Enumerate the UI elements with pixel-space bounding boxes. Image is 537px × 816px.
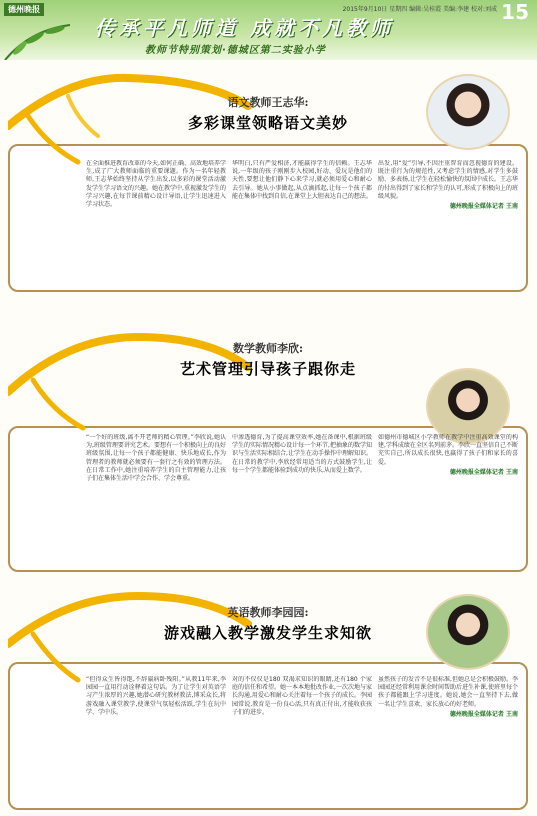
page-subheadline: 教师节特别策划·德城区第二实验小学	[145, 45, 326, 56]
byline: 德州晚报全媒体记者 王南	[449, 203, 518, 211]
article-text: 出发,用“爱”引导,不因注重智育而忽视德育的建设。既注重行为的规范性,又考虑学生的情感,对学生多鼓励、多表扬,让学生在轻松愉快的氛围中成长。王志华的付出得到了家长和学生的认可,形成了积极向上的班级风貌。	[378, 160, 518, 200]
section-title: 多彩课堂领略语文美妙	[187, 114, 348, 132]
article-column: 华明白,只有严爱相济,才能赢得学生的信赖。王志华说,一年级的孩子刚刚步入校园,好动、爱玩是他们的天性,要想让他们静下心来学习,就必须用爱心和耐心去引导。她从小事做起,从点滴抓起,让每一个孩子都能在集体中找到自信,在课堂上大胆表达自己的想法。	[232, 160, 372, 200]
section-kicker: 数学教师李欣:	[232, 342, 304, 355]
article-column: 对的不仅仅是180 双渴求知识的眼睛,还有180 个家庭的信任和希望。她一本本地批改作业,一次次地与家长沟通,用爱心和耐心关注着每一个孩子的成长。李园园常说,教育是一份良心活,只有真正付出,才能收获孩子们的进步。	[232, 676, 372, 716]
section-wang-zhihua	[8, 66, 528, 292]
newspaper-logo: 德州晚报	[4, 3, 44, 16]
article-column	[378, 676, 518, 804]
article-column: 中渗透德育,为了提高课堂效率,她在备课中,根据班级学生的实际情况精心设计每一个环节,把抽象的数学知识与生活实际相结合,让学生在动手操作中理解知识。在日常的教学中,李欣经常用适当的方式鼓励学生,让每一个学生都能体验到成功的快乐,从而爱上数学。	[232, 434, 372, 474]
dateline: 2015年9月10日 星期四 编辑:吴桂霞 美编:李建 校对:刘成	[342, 6, 497, 13]
section-li-xin	[8, 322, 528, 572]
masthead	[0, 0, 537, 60]
section-title: 游戏融入教学激发学生求知欲	[163, 624, 372, 642]
teacher-photo	[426, 594, 510, 670]
teacher-photo	[426, 368, 510, 444]
section-kicker: 语文教师王志华:	[227, 96, 309, 109]
article-column	[378, 160, 518, 288]
byline: 德州晚报全媒体记者 王南	[449, 468, 518, 476]
article-column: 在全面推进教育改革的今天,如何正确、高效地培养学生,成了广大教师面临的重要课题。作为一名年轻教师,王志华始终坚持从学生出发,以多彩的课堂活动激发学生学习语文的兴趣。她在教学中,重视激发学生的学习兴趣,在每节课前精心设计导语,让学生迅速进入学习状态。	[86, 160, 226, 209]
article-text: 如德州市德城区小学教师在教学中注重高效课堂的构建,学科成绩在全区名列前茅。李欣一直坚信自己不断充实自己,所以成长很快,也赢得了孩子们和家长的喜爱。	[378, 434, 518, 466]
article-column: “但得众生皆得饱,不辞羸病卧残阳。”从教11年来,李园园一直用行动诠释着这句话。为了让学生对英语学习产生浓厚的兴趣,她潜心研究教材教法,博采众长,将游戏融入课堂教学,使课堂气氛轻松活跃,学生在玩中学、学中乐。	[86, 676, 226, 716]
article-column	[378, 434, 518, 566]
bamboo-decoration-icon	[0, 20, 90, 60]
teacher-photo	[426, 74, 510, 150]
article-column: “一个好的班级,离不开老师的精心管理。”李欣说,她认为,班级管理要讲究艺术。要想有一个积极向上的良好班级氛围,让每一个孩子都能健康、快乐地成长,作为管理者的教师就必须要有一套行之有效的管理方法。在日常工作中,她注重培养学生的自主管理能力,让孩子们在集体生活中学会合作、学会尊重。	[86, 434, 226, 483]
byline: 德州晚报全媒体记者 王南	[449, 710, 518, 718]
page-headline: 传承平凡师道 成就不凡教师	[95, 16, 394, 40]
article-text: 虽然孩子的发音不是很标准,但她总是会积极鼓励。李园园还经常利用课余时间帮助后进生补课,使班里每个孩子都能跟上学习进度。她说,她会一直坚持下去,做一名让学生喜欢、家长放心的好老师。	[378, 676, 518, 708]
section-li-yuanyuan	[8, 584, 528, 810]
section-kicker: 英语教师李园园:	[227, 606, 309, 619]
section-title: 艺术管理引导孩子跟你走	[179, 360, 356, 378]
page-number: 15	[501, 0, 529, 24]
